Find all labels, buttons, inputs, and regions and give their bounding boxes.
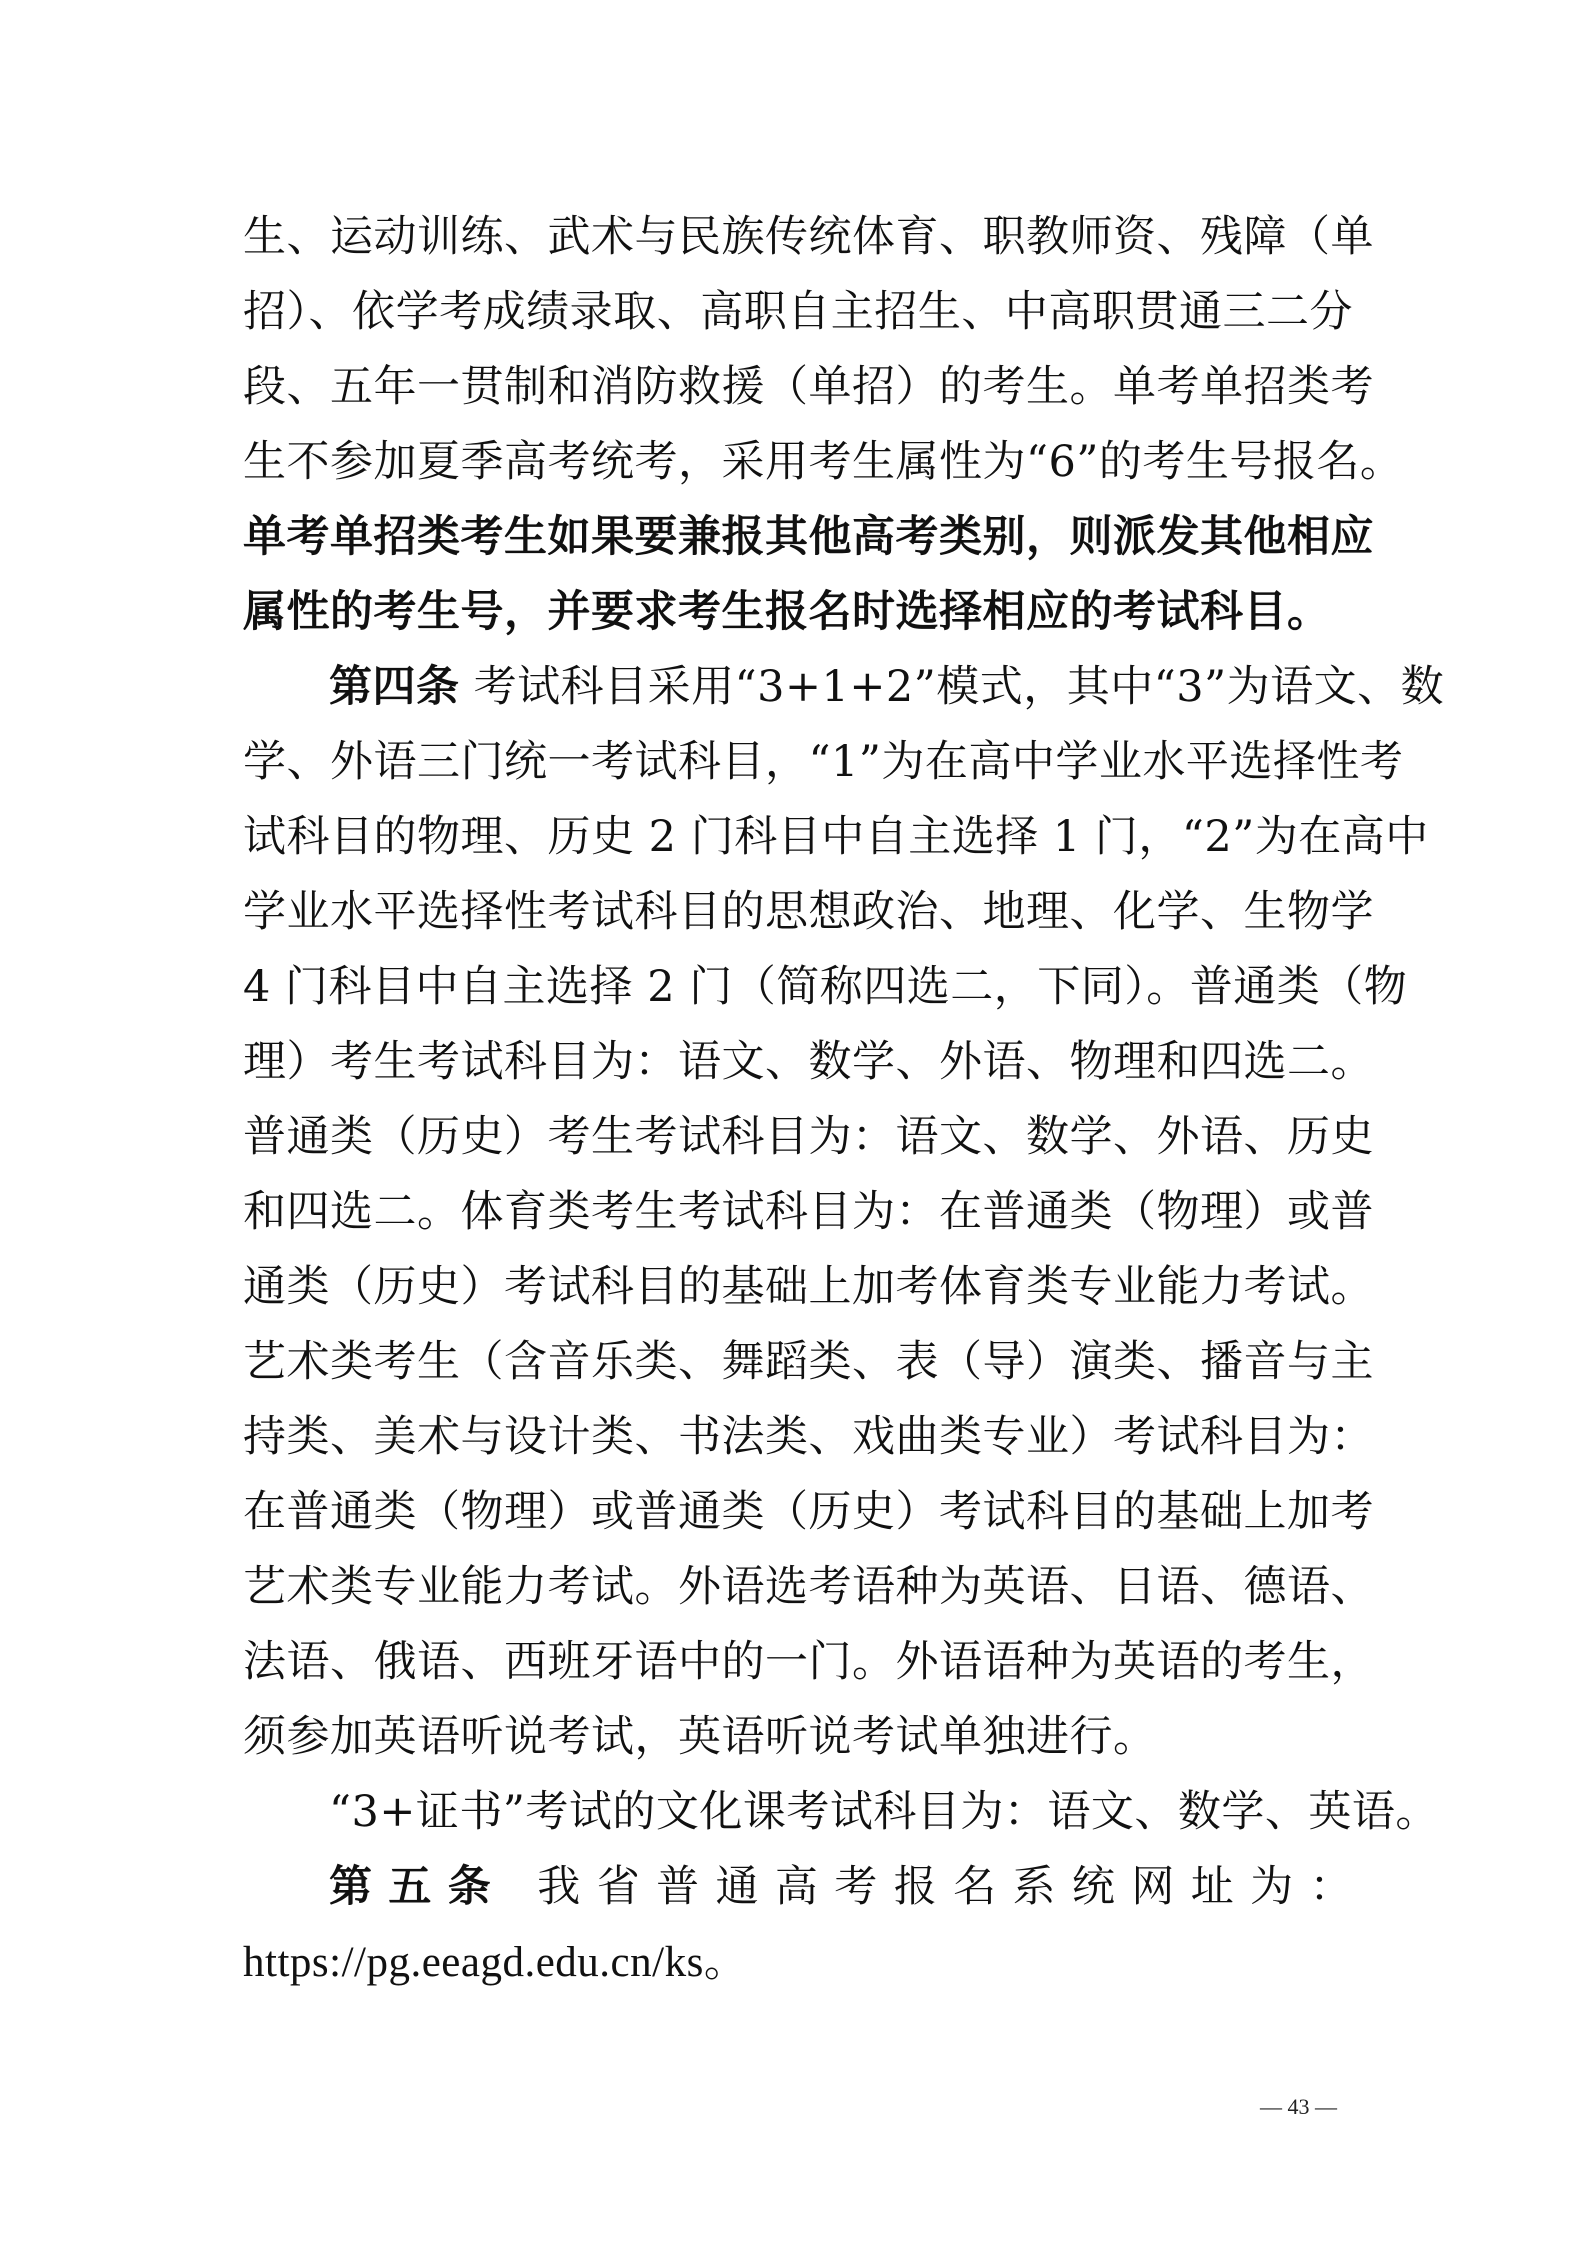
paragraph-line: 法语、俄语、西班牙语中的一门。外语语种为英语的考生，: [243, 1637, 1374, 1687]
registration-url: https://pg.eeagd.edu.cn/ks。: [243, 1939, 748, 1986]
paragraph-line: 通类（历史）考试科目的基础上加考体育类专业能力考试。: [243, 1262, 1374, 1312]
paragraph-line: 持类、美术与设计类、书法类、戏曲类专业）考试科目为：: [243, 1412, 1374, 1462]
paragraph-line: 艺术类考生（含音乐类、舞蹈类、表（导）演类、播音与主: [243, 1337, 1374, 1387]
paragraph-line: 生不参加夏季高考统考，采用考生属性为“6”的考生号报名。: [243, 437, 1404, 487]
article-5-heading: 第五条: [329, 1862, 508, 1912]
paragraph-line: 学、外语三门统一考试科目，“1”为在高中学业水平选择性考: [243, 737, 1404, 787]
paragraph-line: 学业水平选择性考试科目的思想政治、地理、化学、生物学: [243, 887, 1374, 937]
body-text: [243, 200, 1445, 2000]
bold-paragraph-line: 属性的考生号，并要求考生报名时选择相应的考试科目。: [243, 587, 1331, 637]
paragraph-line: 理）考生考试科目为：语文、数学、外语、物理和四选二。: [243, 1037, 1374, 1087]
certificate-exam-line: “3+证书”考试的文化课考试科目为：语文、数学、英语。: [329, 1787, 1439, 1837]
article-4-heading: 第四条: [329, 662, 460, 712]
article-4-text: 考试科目采用“3+1+2”模式，其中“3”为语文、数: [459, 662, 1445, 712]
paragraph-line: 试科目的物理、历史 2 门科目中自主选择 1 门，“2”为在高中: [243, 812, 1429, 862]
paragraph-line: 招）、依学考成绩录取、高职自主招生、中高职贯通三二分: [243, 287, 1353, 337]
paragraph-line: 生、运动训练、武术与民族传统体育、职教师资、残障（单: [243, 212, 1374, 262]
article-5-first-line: [243, 1850, 1353, 1925]
paragraph-line: 艺术类专业能力考试。外语选考语种为英语、日语、德语、: [243, 1562, 1374, 1612]
paragraph-line: 段、五年一贯制和消防救援（单招）的考生。单考单招类考: [243, 362, 1374, 412]
paragraph-line: 在普通类（物理）或普通类（历史）考试科目的基础上加考: [243, 1487, 1374, 1537]
article-5-text: 我省普通高考报名系统网址为：: [537, 1862, 1354, 1912]
paragraph-line: 普通类（历史）考生考试科目为：语文、数学、外语、历史: [243, 1112, 1374, 1162]
paragraph-line: 须参加英语听说考试，英语听说考试单独进行。: [243, 1712, 1157, 1762]
bold-paragraph-line: 单考单招类考生如果要兼报其他高考类别，则派发其他相应: [243, 512, 1374, 562]
article-4-first-line: [243, 650, 1445, 725]
paragraph-line: 和四选二。体育类考生考试科目为：在普通类（物理）或普: [243, 1187, 1374, 1237]
paragraph-line: 4 门科目中自主选择 2 门（简称四选二，下同）。普通类（物: [243, 962, 1408, 1012]
page-number: — 43 —: [1260, 2094, 1337, 2119]
